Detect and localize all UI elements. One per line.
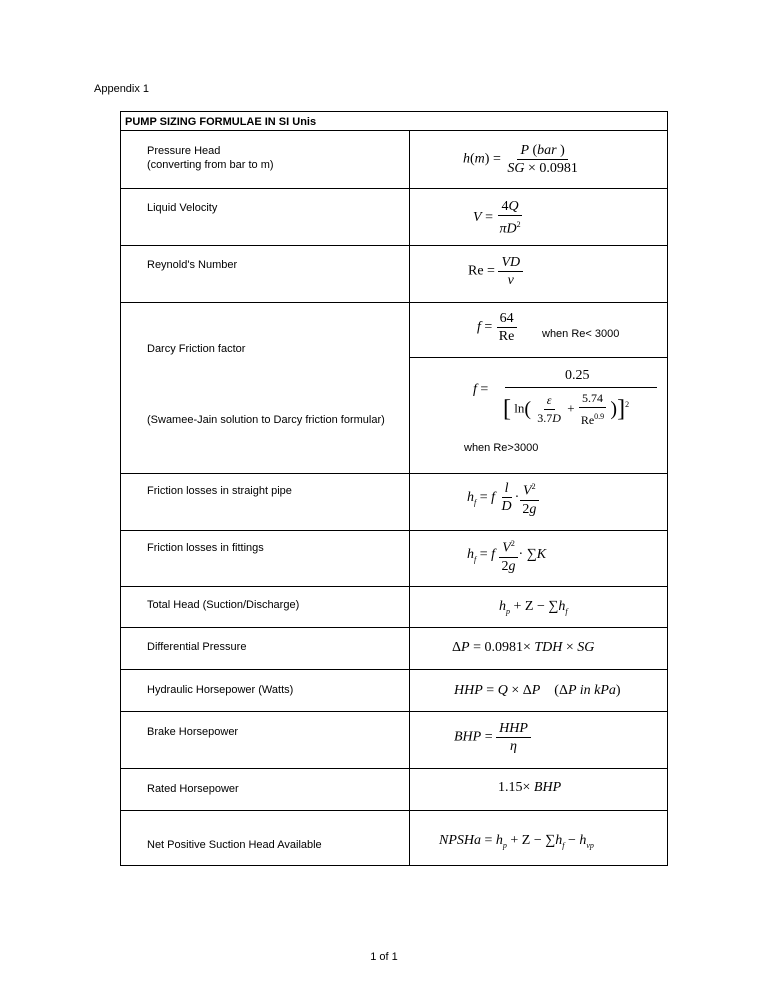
row-divider <box>121 669 667 670</box>
row-label-darcy-friction: Darcy Friction factor <box>147 343 246 355</box>
formula-liquid-velocity: V = $\frac{4Q}{\pi D^2}$ <box>473 199 521 237</box>
formula-friction-straight-pipe: $h_f = f$ $\frac{l}{D}$ · $\frac{V^2}{2g}$ <box>467 478 539 518</box>
appendix-label: Appendix 1 <box>94 83 150 95</box>
row-divider <box>121 627 667 628</box>
row-label-rated-horsepower: Rated Horsepower <box>147 783 239 795</box>
condition-turbulent: when Re>3000 <box>464 442 539 454</box>
row-label-total-head: Total Head (Suction/Discharge) <box>147 599 300 611</box>
row-divider <box>121 188 667 189</box>
row-label-friction-fittings: Friction losses in fittings <box>147 542 264 554</box>
condition-laminar: when Re< 3000 <box>542 328 620 340</box>
formula-brake-horsepower: BHP = $\frac{\text{HHP}}{\eta}$ <box>454 720 531 755</box>
row-label-pressure-head: Pressure Head (converting from bar to m) <box>147 145 274 171</box>
row-label-npsha: Net Positive Suction Head Available <box>147 839 322 851</box>
row-label-hydraulic-horsepower: Hydraulic Horsepower (Watts) <box>147 684 294 696</box>
formula-rated-horsepower: 1.15× BHP <box>498 780 562 795</box>
formula-total-head: $h_p + Z - \sum h_f$ <box>499 599 568 616</box>
formula-friction-fittings: $h_f = f$ $\frac{V^2}{2g}$ · ∑K <box>467 535 546 575</box>
formula-reynolds: Re = $\frac{VD}{\nu}$ <box>468 254 523 289</box>
row-divider <box>121 586 667 587</box>
row-divider <box>121 711 667 712</box>
formula-hydraulic-horsepower: HHP = Q × ΔP (ΔP in kPa) <box>454 683 621 698</box>
formula-npsha: NPSHa = $h_p + Z - \sum h_f - h_{vp}$ <box>439 833 594 850</box>
row-divider <box>410 357 667 358</box>
formula-pressure-head: h(m) = $\frac{\text{P (bar )}}{SG \times 0.0981}$ <box>463 143 578 176</box>
row-divider <box>121 810 667 811</box>
formula-differential-pressure: ΔP = 0.0981× TDH × SG <box>452 640 595 655</box>
row-label-differential-pressure: Differential Pressure <box>147 641 247 653</box>
row-divider <box>121 302 667 303</box>
row-divider <box>121 768 667 769</box>
formula-table: PUMP SIZING FORMULAE IN SI Unis Pressure Head (converting from bar to m) Liquid Velocity Reynold's Number Darcy Friction factor (Swamee-Jain solution to Darcy friction formular) Friction losses in straight pipe Friction losses in fittings Total Head (Suction/Discharge) Differential Pressure Hydraulic Horsepower (Watts) Brake Horsepower Rated Horsepower Net Positive Suction Head Available h(m) = $\frac{\text{P (bar )}}{SG \times 0.0981}$ V = $\frac{4Q}{\pi D^2}$ Re = $\frac{VD}{\nu}$ f = $\frac{64}{Re}$ when Re< 3000 f = 0.25 [ ln( $\frac{\varepsilon}{3.7D}$ + $\frac{5.74}{Re^{0.9}}$ )]$^2$ when Re>3000 $h_f = f$ $\frac{l}{D}$ · $\frac{V^2}{2g}$ $h_f = f$ $\frac{V^2}{2g}$ · ∑K $h_p + Z - \sum h_f$ ΔP = 0.0981× TDH × SG HHP = Q × ΔP (ΔP in kPa) BHP = $\frac{\text{HHP}}{\eta}$ 1.15× BHP NPSHa = $h_p + Z - \sum h_f - h_{vp}$ <box>120 111 668 866</box>
row-divider <box>121 473 667 474</box>
page-number: 1 of 1 <box>370 951 398 963</box>
row-label-brake-horsepower: Brake Horsepower <box>147 726 239 738</box>
formula-darcy-laminar: f = $\frac{64}{Re}$ <box>477 310 517 345</box>
row-label-friction-straight-pipe: Friction losses in straight pipe <box>147 485 292 497</box>
row-label-swamee-jain: (Swamee-Jain solution to Darcy friction formular) <box>147 414 385 426</box>
row-label-liquid-velocity: Liquid Velocity <box>147 202 218 214</box>
row-divider <box>121 245 667 246</box>
column-divider <box>409 131 410 865</box>
table-title: PUMP SIZING FORMULAE IN SI Unis <box>121 112 667 131</box>
row-label-reynolds-number: Reynold's Number <box>147 259 238 271</box>
row-divider <box>121 530 667 531</box>
